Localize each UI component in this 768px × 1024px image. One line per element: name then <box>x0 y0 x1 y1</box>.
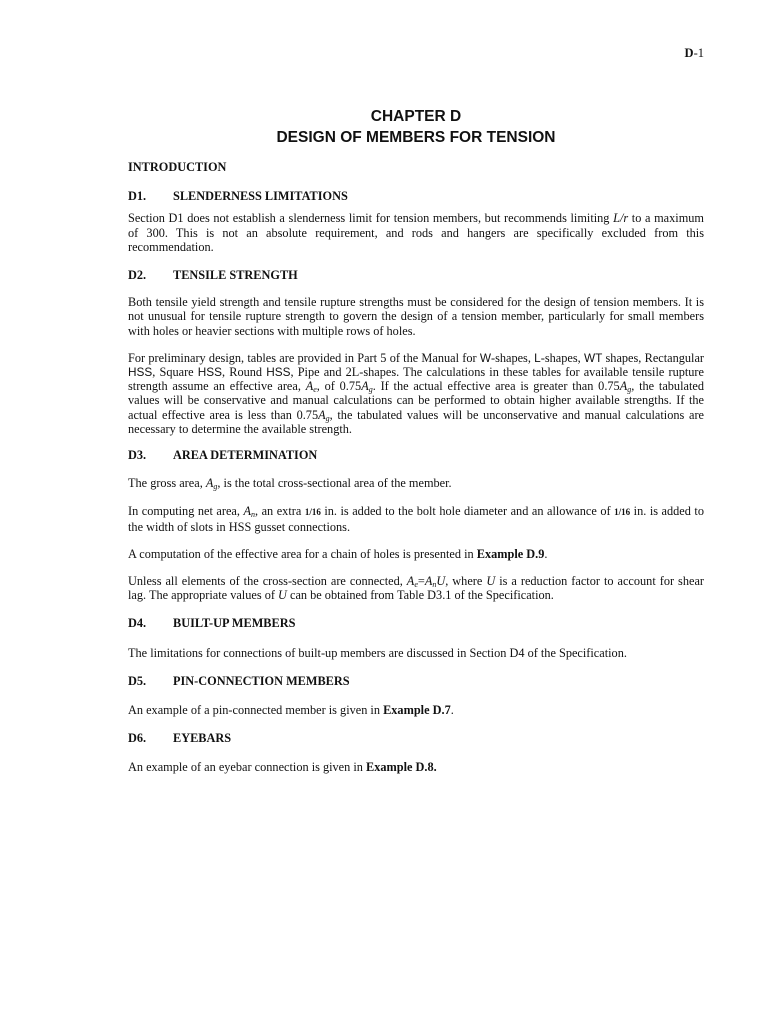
d2-paragraph-1: Both tensile yield strength and tensile rupture strengths must be considered for the design of tension members. It is not unusual for tensile rupture strength to govern the design of a tension member, particularly for small members with holes or heavier sections with multiple rows of holes. <box>128 295 704 338</box>
page-number: D-1 <box>684 46 704 60</box>
d2-paragraph-2: For preliminary design, tables are provided in Part 5 of the Manual for W-shapes, L-shapes, WT shapes, Rectangular HSS, Square HSS, Round HSS, Pipe and 2L-shapes. The calculations in these tables for available tensile rupture strength assume an effective area, $A_e$, of $0.75A_g$. If the actual effective area is greater than $0.75A_g$, the tabulated values will be conservative and manual calculations can be performed to obtain higher available strengths. If the actual effective area is less than $0.75A_g$, the tabulated values will be unconservative and manual calculations are necessary to determine the available strength. <box>128 350 705 436</box>
d3-paragraph-3: A computation of the effective area for a chain of holes is presented in Example D.9. <box>128 546 548 561</box>
d3-paragraph-1: The gross area, $A_g$, is the total cross-sectional area of the member. <box>128 476 452 492</box>
section-heading-d5: D5. PIN-CONNECTION MEMBERS <box>128 673 350 688</box>
d5-paragraph: An example of a pin-connected member is given in Example D.7. <box>128 703 454 718</box>
example-d9-reference: Example D.9 <box>476 546 545 561</box>
document-body <box>128 160 704 775</box>
section-heading-d6: D6. EYEBARS <box>128 731 232 746</box>
section-heading-d2: D2. TENSILE STRENGTH <box>128 268 298 283</box>
section-heading-d4: D4. BUILT-UP MEMBERS <box>128 616 296 631</box>
d1-paragraph: Section D1 does not establish a slenderness limit for tension members, but recommends limiting L/r to a maximum of 300. This is not an absolute requirement, and rods and hangers are specifically excluded from this recommendation. <box>128 211 704 254</box>
example-d8-reference: Example D.8. <box>366 760 437 775</box>
section-heading-d3: D3. AREA DETERMINATION <box>128 448 318 463</box>
introduction-heading: INTRODUCTION <box>128 160 227 174</box>
d6-paragraph: An example of an eyebar connection is given in Example D.8. <box>128 760 437 775</box>
chapter-heading: DESIGN OF MEMBERS FOR TENSION <box>276 129 556 146</box>
section-heading-d1: D1. SLENDERNESS LIMITATIONS <box>128 189 348 204</box>
example-d7-reference: Example D.7 <box>383 703 451 718</box>
chapter-label: CHAPTER D <box>370 108 462 125</box>
d4-paragraph: The limitations for connections of built-up members are discussed in Section D4 of the Specification. <box>128 645 627 660</box>
d3-paragraph-2: In computing net area, $A_n$, an extra 1/16 in. is added to the bolt hole diameter and an allowance of 1/16 in. is added to the width of slots in HSS gusset connections. <box>128 504 704 534</box>
d3-paragraph-4: Unless all elements of the cross-section are connected, $A_e=A_nU$, where U is a reduction factor to account for shear lag. The appropriate values of U can be obtained from Table D3.1 of the Specification. <box>128 574 704 603</box>
chapter-title <box>0 106 768 148</box>
